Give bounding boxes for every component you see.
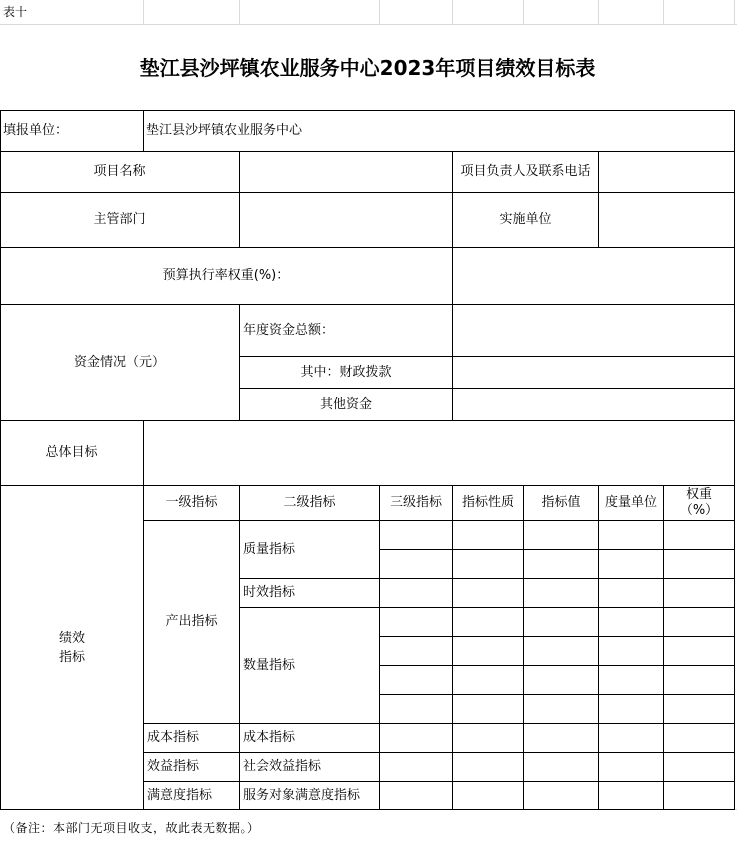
table-number: 表十 [3,5,28,19]
col-header-l2: 二级指标 [283,495,336,510]
timeliness-indicator-label: 时效指标 [243,585,296,600]
col-header-l3: 三级指标 [389,495,442,510]
org-label: 填报单位： [3,123,69,138]
goal-label: 总体目标 [45,445,98,460]
benefit-indicator-l1: 效益指标 [147,759,200,774]
funds-total-value [453,305,734,356]
col-header-unit: 度量单位 [604,495,657,510]
col-header-l1: 一级指标 [165,495,218,510]
contact-label: 项目负责人及联系电话 [460,164,591,179]
funds-other-label: 其他资金 [319,396,372,412]
impl-value [599,193,734,247]
footnote: （备注：本部门无项目收支，故此表无数据。） [3,821,260,835]
perf-label: 绩效指标 [58,630,85,665]
dept-label: 主管部门 [93,212,146,227]
quality-indicator-label: 质量指标 [243,541,296,557]
cost-indicator-l1: 成本指标 [147,730,200,745]
org-value: 垫江县沙坪镇农业服务中心 [146,123,303,138]
satisfaction-indicator-l1: 满意度指标 [147,787,213,803]
funds-label: 资金情况（元） [73,354,165,370]
budget-weight-value [453,248,734,304]
impl-label: 实施单位 [499,212,552,227]
budget-weight-label: 预算执行率权重(%)： [162,268,290,283]
col-header-weight: 权重（%） [679,487,719,518]
output-indicator-label: 产出指标 [165,614,218,629]
funds-total-label: 年度资金总额： [243,322,335,338]
col-header-nature: 指标性质 [461,495,514,510]
project-name-label: 项目名称 [93,164,146,179]
project-name-value [240,152,452,192]
dept-value [240,193,452,247]
quantity-indicator-label: 数量指标 [243,657,296,673]
contact-value [599,152,734,192]
page-title: 垫江县沙坪镇农业服务中心2023年项目绩效目标表 [139,55,596,80]
cost-indicator-l2: 成本指标 [243,730,296,745]
satisfaction-indicator-l2: 服务对象满意度指标 [243,787,361,803]
benefit-indicator-l2: 社会效益指标 [243,759,322,774]
funds-fiscal-label: 其中：财政拨款 [300,364,392,380]
goal-value [144,421,734,485]
col-header-value: 指标值 [541,495,581,510]
